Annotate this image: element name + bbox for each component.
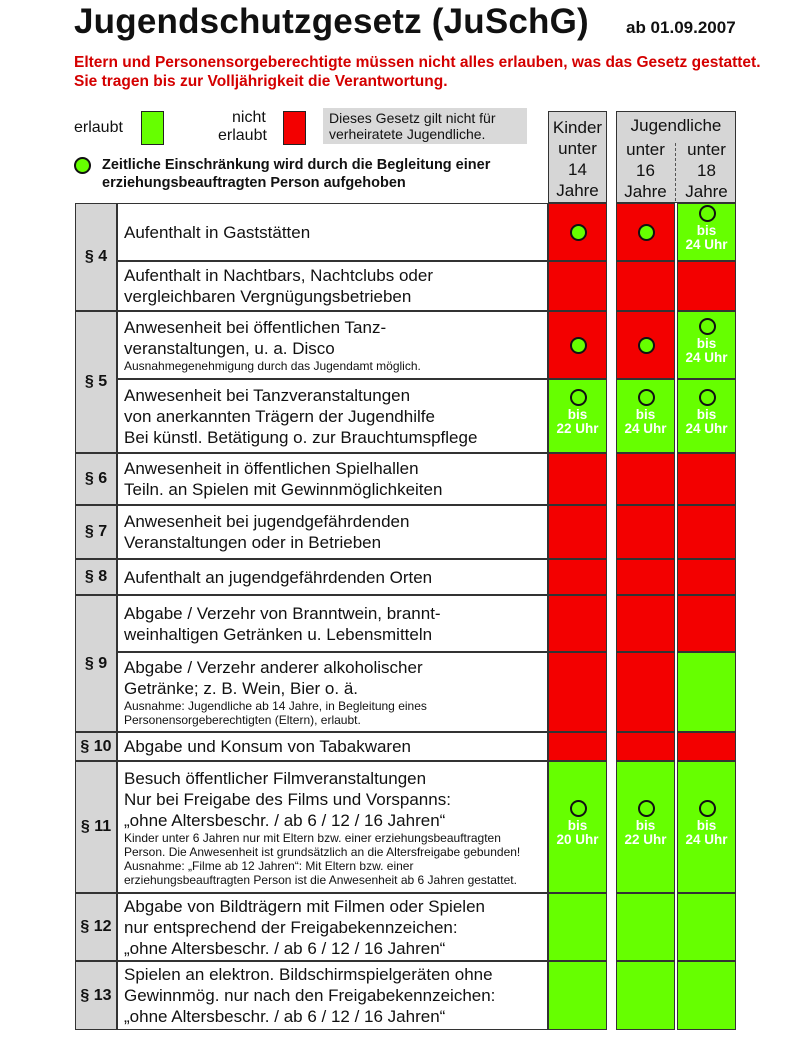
status-cell-not-allowed (548, 559, 607, 595)
row-text-line: „ohne Altersbeschr. / ab 6 / 12 / 16 Jahren“ (124, 939, 446, 958)
bis-time: 24 Uhr (685, 350, 728, 365)
row-description (117, 761, 548, 893)
circle-icon (699, 800, 716, 817)
status-cell-not-allowed (677, 732, 736, 761)
row-description (117, 559, 548, 595)
status-cell-not-allowed (616, 732, 675, 761)
legend-not-allowed-swatch (283, 111, 306, 145)
bis-word: bis (567, 407, 588, 422)
paragraph-cell: § 13 (75, 961, 117, 1030)
status-cell-allowed (616, 379, 675, 453)
row-description (117, 505, 548, 559)
row-text-line: Getränke; z. B. Wein, Bier o. ä. (124, 679, 359, 698)
bis-word: bis (635, 818, 656, 833)
status-cell-allowed (677, 961, 736, 1030)
row-text-line: Abgabe / Verzehr von Branntwein, brannt- (124, 604, 441, 623)
bis-time: 20 Uhr (556, 832, 599, 847)
row-footnote: Ausnahme: Jugendliche ab 14 Jahre, in Begleitung eines Personensorgeberechtigten (Eltern), erlaubt. (124, 699, 427, 727)
status-cell-not-allowed (677, 453, 736, 505)
bis-word: bis (635, 407, 656, 422)
legend-not-allowed-label-1: nicht (232, 109, 266, 126)
row-text-line: Veranstaltungen oder in Betrieben (124, 533, 382, 552)
row-text-line: Aufenthalt an jugendgefährdenden Orten (124, 568, 433, 587)
time-limit-label (549, 408, 606, 436)
row-text-line: Anwesenheit bei öffentlichen Tanz- (124, 318, 387, 337)
status-cell-not-allowed (677, 559, 736, 595)
time-limit-label (549, 819, 606, 847)
status-cell-not-allowed (677, 505, 736, 559)
title-date: ab 01.09.2007 (626, 18, 736, 37)
paragraph-cell: § 6 (75, 453, 117, 505)
status-cell-not-allowed (548, 311, 607, 379)
status-cell-allowed (677, 311, 736, 379)
row-text-line: Anwesenheit bei Tanzveranstaltungen (124, 386, 411, 405)
row-description (117, 595, 548, 652)
status-cell-allowed (677, 761, 736, 893)
status-cell-not-allowed (548, 453, 607, 505)
status-cell-not-allowed (616, 453, 675, 505)
status-cell-not-allowed (616, 311, 675, 379)
status-cell-not-allowed (548, 203, 607, 261)
row-description (117, 379, 548, 453)
paragraph-cell: § 9 (75, 595, 117, 732)
circle-icon (570, 337, 587, 354)
bis-word: bis (696, 336, 717, 351)
status-cell-allowed (548, 761, 607, 893)
time-limit-label (617, 408, 674, 436)
time-limit-label (678, 819, 735, 847)
row-text-line: Aufenthalt in Nachtbars, Nachtclubs oder (124, 266, 434, 285)
row-text-line: nur entsprechend der Freigabekennzeichen: (124, 918, 458, 937)
circle-icon (699, 389, 716, 406)
status-cell-not-allowed (548, 595, 607, 652)
status-cell-not-allowed (616, 203, 675, 261)
row-text-line: Teiln. an Spielen mit Gewinnmöglichkeiten (124, 480, 443, 499)
row-text-line: Besuch öffentlicher Filmveranstaltungen (124, 769, 427, 788)
circle-icon (638, 800, 655, 817)
bis-time: 24 Uhr (624, 421, 667, 436)
row-footnote: Ausnahmegenehmigung durch das Jugendamt möglich. (124, 359, 421, 373)
row-text-line: veranstaltungen, u. a. Disco (124, 339, 335, 358)
page-title: Jugendschutzgesetz (JuSchG) (74, 2, 589, 41)
legend-allowed-swatch (141, 111, 164, 145)
bis-word: bis (696, 818, 717, 833)
bis-time: 22 Uhr (556, 421, 599, 436)
status-cell-allowed (677, 203, 736, 261)
row-description (117, 893, 548, 961)
row-text-line: Abgabe und Konsum von Tabakwaren (124, 737, 411, 756)
circle-icon (638, 224, 655, 241)
status-cell-allowed (677, 379, 736, 453)
status-cell-not-allowed (548, 652, 607, 732)
circle-icon (699, 318, 716, 335)
legend-allowed-label: erlaubt (74, 119, 123, 136)
paragraph-cell: § 7 (75, 505, 117, 559)
status-cell-allowed (548, 379, 607, 453)
row-footnote: Kinder unter 6 Jahren nur mit Eltern bzw. einer erziehungsbeauftragten Person. Die Anwesenheit ist grundsätzlich an die Altersfreigabe gebunden! Ausnahme: „Filme ab 12 Jahren“: Mit Eltern bzw. einer erziehungsbeauftragten Person ist die Anwesenheit ab 6 Jahren gestattet. (124, 831, 521, 887)
status-cell-not-allowed (616, 505, 675, 559)
paragraph-cell: § 4 (75, 203, 117, 311)
row-text-line: „ohne Altersbeschr. / ab 6 / 12 / 16 Jahren“ (124, 1007, 446, 1026)
bis-word: bis (696, 407, 717, 422)
circle-icon (570, 389, 587, 406)
column-header-18: unter 18 Jahre (685, 140, 728, 201)
row-text-line: Abgabe / Verzehr anderer alkoholischer (124, 658, 423, 677)
row-text-line: vergleichbaren Vergnügungsbetrieben (124, 287, 412, 306)
row-description (117, 311, 548, 379)
bis-time: 24 Uhr (685, 237, 728, 252)
status-cell-not-allowed (677, 261, 736, 311)
bis-time: 24 Uhr (685, 421, 728, 436)
circle-legend-icon (74, 157, 91, 174)
row-text-line: Abgabe von Bildträgern mit Filmen oder Spielen (124, 897, 485, 916)
row-text-line: von anerkannten Trägern der Jugendhilfe (124, 407, 435, 426)
paragraph-cell: § 10 (75, 732, 117, 761)
paragraph-cell: § 12 (75, 893, 117, 961)
row-text-line: Anwesenheit in öffentlichen Spielhallen (124, 459, 419, 478)
row-description (117, 453, 548, 505)
circle-icon (638, 389, 655, 406)
bis-word: bis (696, 223, 717, 238)
row-text-line: Bei künstl. Betätigung o. zur Brauchtumspflege (124, 428, 478, 447)
row-text-line: Aufenthalt in Gaststätten (124, 223, 311, 242)
circle-icon (638, 337, 655, 354)
column-header-16: unter 16 Jahre (624, 140, 667, 201)
circle-icon (570, 800, 587, 817)
status-cell-not-allowed (548, 732, 607, 761)
jugendliche-label: Jugendliche (630, 116, 722, 135)
status-cell-not-allowed (548, 261, 607, 311)
status-cell-allowed (548, 961, 607, 1030)
circle-icon (570, 224, 587, 241)
paragraph-cell: § 11 (75, 761, 117, 893)
status-cell-not-allowed (616, 652, 675, 732)
row-text-line: „ohne Altersbeschr. / ab 6 / 12 / 16 Jahren“ (124, 811, 446, 830)
status-cell-allowed (616, 961, 675, 1030)
status-cell-not-allowed (616, 559, 675, 595)
bis-time: 24 Uhr (685, 832, 728, 847)
time-limit-label (678, 337, 735, 365)
status-cell-not-allowed (616, 595, 675, 652)
row-description (117, 732, 548, 761)
intro-text: Eltern und Personensorgeberechtigte müssen nicht alles erlauben, was das Gesetz gestattet. Sie tragen bis zur Volljährigkeit die Verantwortung. (74, 54, 761, 90)
row-description (117, 261, 548, 311)
status-cell-not-allowed (677, 595, 736, 652)
row-description (117, 961, 548, 1030)
time-limit-label (617, 819, 674, 847)
status-cell-allowed (616, 761, 675, 893)
row-text-line: Anwesenheit bei jugendgefährdenden (124, 512, 410, 531)
row-description (117, 203, 548, 261)
row-description (117, 652, 548, 732)
status-cell-allowed (677, 893, 736, 961)
bis-time: 22 Uhr (624, 832, 667, 847)
time-limit-label (678, 408, 735, 436)
row-text-line: Gewinnmög. nur nach den Freigabekennzeichen: (124, 986, 496, 1005)
status-cell-allowed (548, 893, 607, 961)
legend-not-allowed-label-2: erlaubt (218, 127, 267, 144)
circle-icon (699, 205, 716, 222)
row-text-line: Nur bei Freigabe des Films und Vorspanns: (124, 790, 451, 809)
paragraph-cell: § 8 (75, 559, 117, 595)
status-cell-allowed (616, 893, 675, 961)
row-text-line: Spielen an elektron. Bildschirmspielgeräten ohne (124, 965, 493, 984)
status-cell-not-allowed (548, 505, 607, 559)
status-cell-allowed (677, 652, 736, 732)
circle-legend-note: Zeitliche Einschränkung wird durch die Begleitung einer erziehungsbeauftragten Person aufgehoben (102, 157, 491, 191)
status-cell-not-allowed (616, 261, 675, 311)
column-header-kinder: Kinder unter 14 Jahre (548, 111, 607, 203)
paragraph-cell: § 5 (75, 311, 117, 453)
married-note: Dieses Gesetz gilt nicht für verheiratete Jugendliche. (323, 108, 527, 144)
time-limit-label (678, 224, 735, 252)
row-text-line: weinhaltigen Getränken u. Lebensmitteln (124, 625, 433, 644)
bis-word: bis (567, 818, 588, 833)
